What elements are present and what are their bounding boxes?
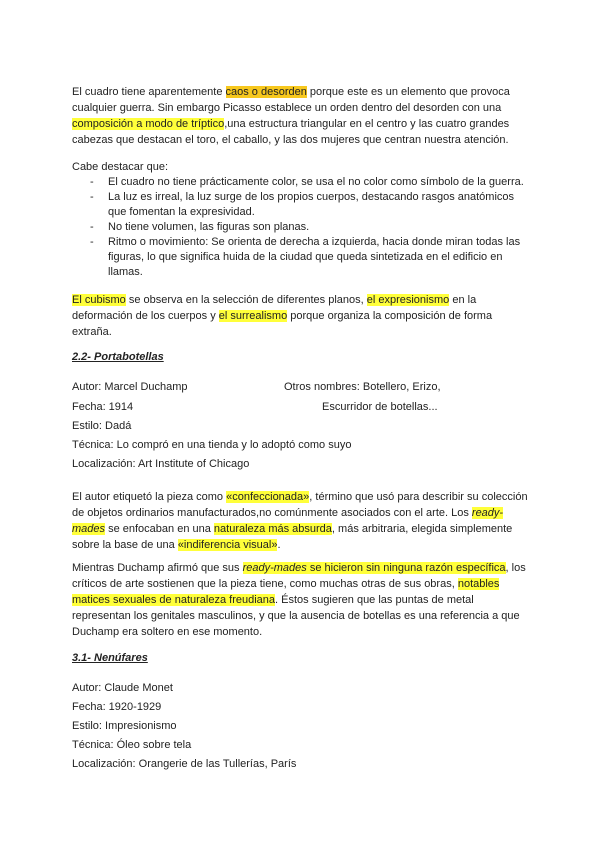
list-item: - Ritmo o movimiento: Se orienta de derecha a izquierda, hacia donde miran todas las figuras, lo que significa huida de la ciudad que queda sintetizada en el edificio en llamas. [72,235,532,280]
location-line: Localización: Art Institute of Chicago [72,458,250,470]
text-run: porque este es un elemento que provoca cualquier guerra. Sin embargo Picasso establece un orden dentro del desorden con una [72,86,510,114]
section-heading-portabotellas: 2.2- Portabotellas [72,351,164,363]
author-line: Autor: Marcel Duchamp [72,381,188,393]
list-item: - El cuadro no tiene prácticamente color, se usa el no color como símbolo de la guerra. [72,175,532,190]
intro-line: Cabe destacar que: [72,161,169,173]
highlight-freudian: notables matices sexuales de naturaleza freudiana [72,578,500,606]
text-run: en la deformación de los cuerpos y [72,294,477,322]
text-run: , los críticos de arte sostienen que la pieza tiene, como muchas otras de sus obras, [72,562,526,590]
highlight-expressionism: el expresionismo [366,294,450,306]
text-run: El cuadro tiene aparentemente [72,86,226,98]
list-item: - No tiene volumen, las figuras son planas. [72,220,532,235]
highlight-confeccionada: «confeccionada» [226,491,310,503]
style-line: Estilo: Dadá [72,420,132,432]
highlight-no-reason: se hicieron sin ninguna razón específica [306,562,506,574]
highlight-chaos: caos o desorden [225,86,307,98]
technique-line: Técnica: Óleo sobre tela [72,739,192,751]
highlight-absurd-nature: naturaleza más absurda [213,523,332,535]
other-names-line-2: Escurridor de botellas... [322,401,438,413]
highlight-cubism: El cubismo [72,294,126,306]
author-line: Autor: Claude Monet [72,682,173,694]
text-run: . Éstos sugieren que las puntas de metal representan los genitales masculinos, y que la ausencia de botellas es una referencia a que Duchamp era soltero en ese momento. [72,594,520,638]
highlight-surrealism: el surrealismo [218,310,288,322]
section-heading-nenufares: 3.1- Nenúfares [72,652,148,664]
text-run: Mientras Duchamp afirmó que sus [72,562,243,574]
location-line: Localización: Orangerie de las Tullerías, París [72,758,297,770]
text-run: El autor etiquetó la pieza como [72,491,227,503]
list-item: - La luz es irreal, la luz surge de los propios cuerpos, destacando rasgos anatómicos que fomentan la expresividad. [72,190,532,220]
text-run: , término que usó para describir su colección de objetos ordinarios manufacturados,no comúnmente asociados con el arte. Los [72,491,528,519]
readymade-paragraph [72,489,532,553]
text-run: porque organiza la composición de forma extraña. [72,310,493,338]
highlight-ready-mades: ready-mades [242,562,307,574]
text-run: , más arbitraria, elegida simplemente sobre la base de una [72,523,513,551]
highlight-triptych: composición a modo de tríptico [72,118,225,130]
text-run: ,una estructura triangular en el centro y las cuatro grandes cabezas que destacan el toro, el caballo, y las dos mujeres que centran nuestra atención. [72,118,510,146]
text-run: se enfocaban en una [105,523,214,535]
features-list [72,175,532,280]
styles-paragraph [72,292,532,340]
style-line: Estilo: Impresionismo [72,720,177,732]
highlight-visual-indifference: «indiferencia visual» [177,539,278,551]
freudian-paragraph [72,560,532,640]
date-line: Fecha: 1914 [72,401,134,413]
text-run: se observa en la selección de diferentes planos, [125,294,367,306]
technique-line: Técnica: Lo compró en una tienda y lo adoptó como suyo [72,439,352,451]
composition-paragraph [72,84,532,148]
other-names-line: Otros nombres: Botellero, Erizo, [284,381,441,393]
highlight-ready-mades: ready-mades [72,507,504,535]
date-line: Fecha: 1920-1929 [72,701,162,713]
text-run: . [277,539,281,551]
